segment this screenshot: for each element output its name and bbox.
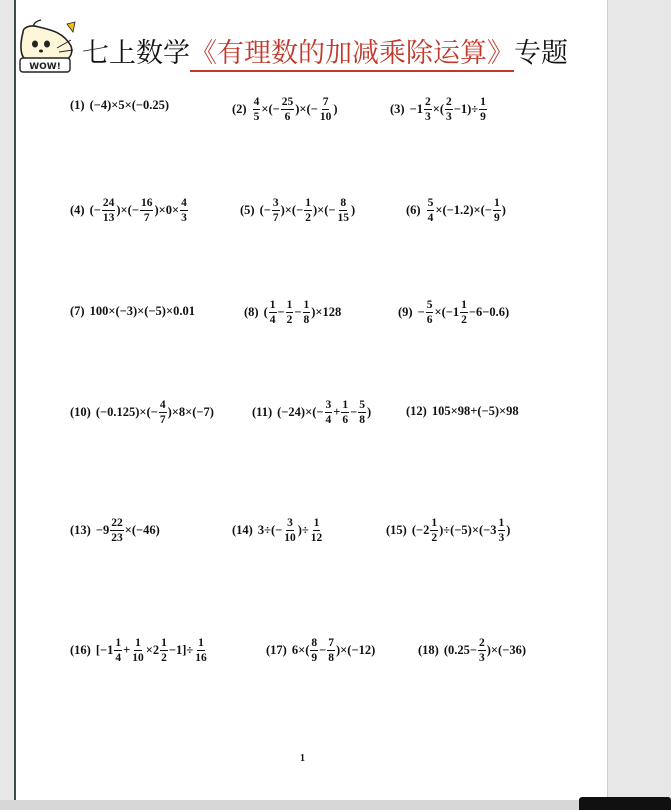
denominator: 8 [328,652,334,664]
numerator: 1 [303,299,310,311]
denominator: 3 [479,652,485,664]
expression-text: [−1 [95,643,114,657]
expression-text: −9 [95,523,110,537]
expression-text: −1 [409,102,423,116]
expression-text: )×(− [280,203,304,217]
expression-text: (0.25− [443,643,477,657]
page-right-border [607,0,608,800]
viewer-bottom-bar [0,800,671,810]
fraction [272,197,280,224]
fraction [430,517,438,544]
expression-text: )×(− [116,203,139,217]
numerator: 1 [493,197,500,209]
problem-number: (1) [70,98,85,112]
expression [432,404,519,419]
expression [96,399,214,426]
fraction [160,637,168,664]
expression-text: 105×98+(−5)×98 [431,404,519,418]
fraction [102,197,116,224]
expression-text: (−24)×(− [277,405,324,419]
denominator: 10 [319,111,332,123]
problem-number: (7) [70,304,85,318]
expression-text: − [294,305,302,319]
numerator: 8 [311,637,318,649]
expression-text: ×(− [261,102,280,116]
expression [444,637,526,664]
fraction [110,517,124,544]
denominator: 15 [337,212,350,224]
fraction [131,637,145,664]
fraction [269,299,277,326]
expression [418,299,510,326]
denominator: 7 [159,414,166,426]
problem-number: (15) [386,523,407,537]
problem-number: (10) [70,405,91,419]
numerator: 7 [322,96,329,108]
fraction [159,399,167,426]
numerator: 1 [286,299,293,311]
problem-number: (9) [398,305,413,319]
numerator: 1 [135,637,141,649]
denominator: 4 [115,652,122,664]
problem-number: (13) [70,523,91,537]
denominator: 3 [424,111,431,123]
numerator: 5 [359,399,365,411]
problem-2 [232,96,338,123]
numerator: 1 [198,637,204,649]
problem-9 [398,299,509,326]
expression-text: (−0.125)×(− [95,405,158,419]
denominator: 8 [303,314,310,326]
numerator: 3 [272,197,279,209]
denominator: 6 [342,414,349,426]
numerator: 1 [342,399,349,411]
denominator: 13 [102,212,115,224]
fraction [479,96,487,123]
fraction [114,637,122,664]
expression-text: − [417,305,425,319]
numerator: 5 [427,197,434,209]
problem-14 [232,517,324,544]
expression-text: ×(−1.2)×(− [435,203,492,217]
page-title [82,38,568,70]
expression [264,299,342,326]
fraction [325,399,333,426]
numerator: 22 [111,517,123,529]
expression [412,517,511,544]
numerator: 16 [140,197,153,209]
expression-text: )×(−12) [336,643,376,657]
fraction [253,96,261,123]
denominator: 7 [143,212,150,224]
fraction [310,517,324,544]
numerator: 2 [479,637,485,649]
expression-text: )÷ [297,523,309,537]
fraction [427,197,435,224]
fraction [180,197,188,224]
problem-1 [70,98,169,113]
denominator: 9 [311,652,318,664]
denominator: 3 [498,532,505,544]
fraction [319,96,333,123]
numerator: 1 [161,637,167,649]
expression-text: ×2 [145,643,160,657]
problem-number: (16) [70,643,91,657]
numerator: 1 [115,637,122,649]
expression-text: ) [351,203,356,217]
fraction [460,299,468,326]
expression-text: ×(−46) [124,523,160,537]
expression-text: ( [263,305,268,319]
denominator: 9 [480,111,486,123]
denominator: 2 [461,314,467,326]
expression-text: ) [506,523,511,537]
problem-number: (8) [244,305,259,319]
expression [260,197,356,224]
problem-number: (18) [418,643,439,657]
mouse-logo-icon [17,18,77,74]
problem-number: (12) [406,404,427,418]
numerator: 24 [102,197,115,209]
expression-text: − [277,305,285,319]
expression [426,197,506,224]
fraction [337,197,351,224]
problem-number: (3) [390,102,405,116]
expression-text: + [123,643,131,657]
expression [96,637,209,664]
expression [90,98,170,113]
logo-text: WOW! [29,62,61,72]
viewer-corner-widget[interactable] [579,797,671,810]
expression-text: )×0× [154,203,180,217]
cartoon-logo [17,18,77,74]
expression-text: (− [89,203,101,217]
problem-4 [70,197,189,224]
fraction [281,96,295,123]
numerator: 4 [253,96,260,108]
numerator: 1 [498,517,505,529]
expression-text: )÷(−5)×(−3 [439,523,497,537]
expression-text: 6×( [291,643,310,657]
numerator: 2 [424,96,431,108]
expression-text: )×8×(−7) [167,405,214,419]
expression-text: − [319,643,327,657]
expression-text: 3÷(− [257,523,283,537]
problem-17 [266,637,375,664]
denominator: 8 [359,414,365,426]
denominator: 3 [446,111,452,123]
fraction [445,96,453,123]
expression-text: (−4)×5×(−0.25) [89,98,170,112]
denominator: 16 [195,652,207,664]
expression-text: − [350,405,358,419]
problem-13 [70,517,160,544]
problem-18 [418,637,526,664]
expression [90,304,195,319]
expression-text: −1)÷ [453,102,479,116]
problem-number: (17) [266,643,287,657]
fraction [194,637,208,664]
fraction [140,197,154,224]
fraction [358,399,366,426]
numerator: 5 [426,299,433,311]
denominator: 6 [426,314,433,326]
numerator: 1 [305,197,311,209]
denominator: 4 [269,314,276,326]
expression-text: 100×(−3)×(−5)×0.01 [89,304,195,318]
numerator: 1 [313,517,320,529]
denominator: 6 [284,111,291,123]
expression-text: (−2 [411,523,430,537]
expression-text: ) [501,203,506,217]
problem-10 [70,399,214,426]
denominator: 5 [253,111,260,123]
numerator: 7 [328,637,334,649]
expression-text: −6−0.6) [468,305,510,319]
numerator: 2 [446,96,452,108]
expression [410,96,488,123]
denominator: 9 [493,212,500,224]
expression-text: + [333,405,341,419]
expression-text: (− [259,203,271,217]
problem-number: (5) [240,203,255,217]
fraction [478,637,486,664]
problem-5 [240,197,355,224]
fraction [283,517,297,544]
expression [90,197,189,224]
fraction [303,299,311,326]
problem-12 [406,404,519,419]
fraction [498,517,506,544]
expression-text: )×(− [295,102,318,116]
title-subject: 七上数学 [82,38,190,69]
denominator: 3 [181,212,187,224]
denominator: 4 [325,414,332,426]
fraction [304,197,312,224]
expression [277,399,371,426]
problem-3 [390,96,488,123]
numerator: 1 [431,517,438,529]
denominator: 2 [286,314,293,326]
numerator: 3 [287,517,293,529]
expression-text: ) [367,405,372,419]
title-suffix: 专题 [514,38,568,69]
fraction [426,299,434,326]
numerator: 4 [181,197,187,209]
problem-16 [70,637,209,664]
denominator: 2 [431,532,438,544]
denominator: 23 [111,532,123,544]
numerator: 3 [325,399,332,411]
problem-number: (6) [406,203,421,217]
expression-text: )×(−36) [486,643,526,657]
problem-number: (14) [232,523,253,537]
page-number: 1 [300,753,305,764]
fraction [493,197,501,224]
numerator: 1 [480,96,486,108]
denominator: 7 [272,212,279,224]
numerator: 1 [269,299,276,311]
expression-text: −1]÷ [168,643,194,657]
denominator: 12 [310,532,323,544]
expression-text: ×(−1 [434,305,460,319]
expression-text: ×( [432,102,444,116]
fraction [310,637,318,664]
denominator: 10 [284,532,296,544]
title-topic: 《有理数的加减乘除运算》 [190,38,514,72]
denominator: 4 [427,212,434,224]
numerator: 4 [159,399,166,411]
expression [96,517,160,544]
expression [252,96,338,123]
page-left-border [14,0,16,800]
denominator: 2 [161,652,167,664]
numerator: 1 [461,299,467,311]
problem-7 [70,304,195,319]
numerator: 25 [281,96,294,108]
problem-6 [406,197,506,224]
numerator: 8 [340,197,347,209]
problem-15 [386,517,510,544]
expression-text: ) [333,102,338,116]
expression-text: )×128 [311,305,342,319]
problem-number: (4) [70,203,85,217]
problem-11 [252,399,371,426]
expression-text: )×(− [312,203,336,217]
fraction [286,299,294,326]
expression [258,517,324,544]
denominator: 2 [305,212,311,224]
expression [292,637,375,664]
fraction [341,399,349,426]
fraction [327,637,335,664]
denominator: 10 [132,652,144,664]
fraction [424,96,432,123]
problem-number: (2) [232,102,247,116]
problem-number: (11) [252,405,273,419]
problem-8 [244,299,341,326]
